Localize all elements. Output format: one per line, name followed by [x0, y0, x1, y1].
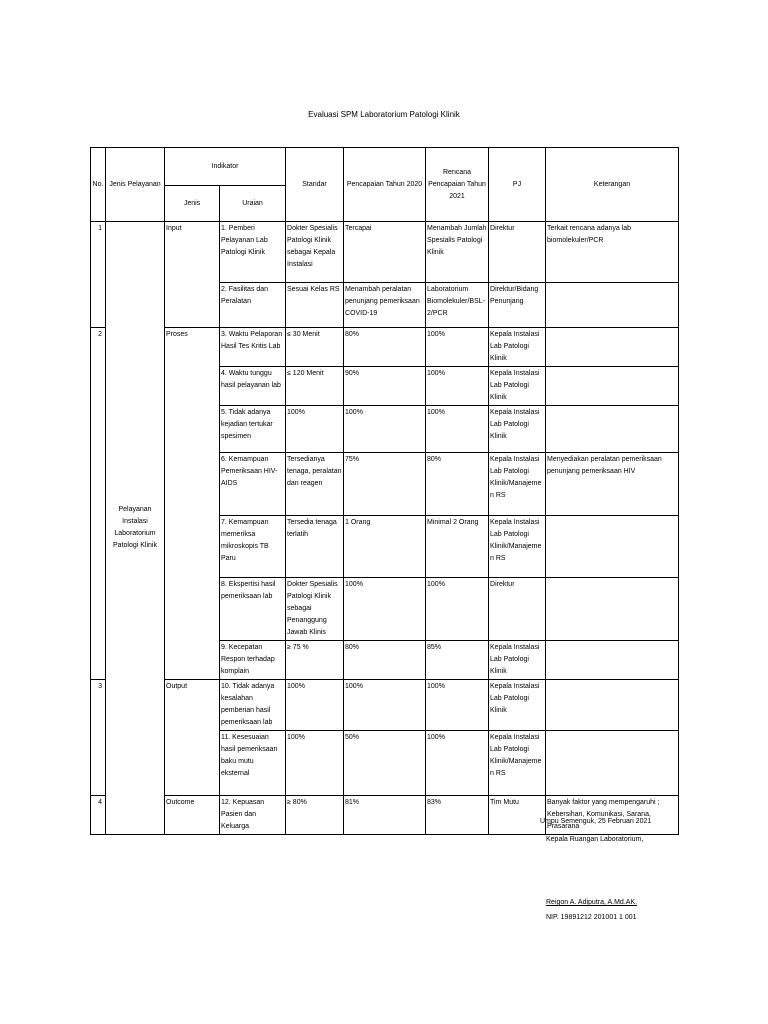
- header-indikator: Indikator: [165, 148, 286, 186]
- signature-name: Reigon A. Adiputra, A.Md.AK.: [546, 899, 638, 906]
- cell-pj: Kepala Instalasi Lab Patologi Klinik/Manajemen RS: [489, 516, 546, 578]
- cell-pencapaian-2020: 100%: [344, 680, 426, 731]
- cell-uraian: 9. Kecepatan Respon terhadap komplain: [220, 641, 286, 680]
- cell-pj: Kepala Instalasi Lab Patologi Klinik: [489, 328, 546, 367]
- cell-pencapaian-2020: 50%: [344, 731, 426, 796]
- cell-no: 2: [91, 328, 106, 680]
- cell-keterangan: [546, 731, 679, 796]
- cell-uraian: 12. Kepuasan Pasien dan Keluarga: [220, 796, 286, 835]
- table-row: [91, 796, 679, 835]
- cell-standar: ≤ 120 Menit: [286, 367, 344, 406]
- cell-rencana-2021: Menambah Jumlah Spesialis Patologi Klinik: [426, 222, 489, 283]
- cell-rencana-2021: Minimal 2 Orang: [426, 516, 489, 578]
- cell-uraian: 11. Kesesuaian hasil pemeriksaan baku mutu eksternal: [220, 731, 286, 796]
- cell-pj: Direktur/Bidang Penunjang: [489, 283, 546, 328]
- cell-rencana-2021: 100%: [426, 328, 489, 367]
- cell-keterangan: Banyak faktor yang mempengaruhi ; Kebersihan, Komunikasi, Sarana, Prasarana: [546, 796, 679, 835]
- cell-keterangan: [546, 641, 679, 680]
- cell-pj: Kepala Instalasi Lab Patologi Klinik: [489, 406, 546, 453]
- cell-pencapaian-2020: 75%: [344, 453, 426, 516]
- table-row: [91, 222, 679, 283]
- cell-keterangan: Menyediakan peralatan pemeriksaan penunjang pemeriksaan HIV: [546, 453, 679, 516]
- spm-evaluation-table: [90, 147, 679, 835]
- cell-jenis-pelayanan: Pelayanan Instalasi Laboratorium Patologi Klinik: [106, 222, 165, 835]
- cell-pencapaian-2020: 90%: [344, 367, 426, 406]
- cell-no: 1: [91, 222, 106, 328]
- cell-pj: Kepala Instalasi Lab Patologi Klinik: [489, 367, 546, 406]
- cell-keterangan: [546, 680, 679, 731]
- cell-no: 4: [91, 796, 106, 835]
- cell-rencana-2021: 100%: [426, 367, 489, 406]
- cell-pj: Tim Mutu: [489, 796, 546, 835]
- signature-role: Kepala Ruangan Laboratorium,: [546, 836, 644, 843]
- cell-pencapaian-2020: 80%: [344, 641, 426, 680]
- cell-rencana-2021: 100%: [426, 680, 489, 731]
- document-title: Evaluasi SPM Laboratorium Patologi Klinik: [308, 110, 460, 119]
- header-pj: PJ: [489, 148, 546, 222]
- cell-jenis: Output: [165, 680, 220, 796]
- cell-keterangan: [546, 367, 679, 406]
- cell-standar: 100%: [286, 680, 344, 731]
- header-pencapaian-2020: Pencapaian Tahun 2020: [344, 148, 426, 222]
- cell-standar: ≤ 30 Menit: [286, 328, 344, 367]
- cell-rencana-2021: 85%: [426, 641, 489, 680]
- cell-rencana-2021: 100%: [426, 578, 489, 641]
- cell-uraian: 5. Tidak adanya kejadian tertukar spesimen: [220, 406, 286, 453]
- cell-pj: Direktur: [489, 578, 546, 641]
- cell-uraian: 6. Kemampuan Pemeriksaan HIV-AIDS: [220, 453, 286, 516]
- cell-rencana-2021: 80%: [426, 453, 489, 516]
- cell-pencapaian-2020: 81%: [344, 796, 426, 835]
- cell-pencapaian-2020: Tercapai: [344, 222, 426, 283]
- cell-pencapaian-2020: 100%: [344, 578, 426, 641]
- cell-standar: Tersedianya tenaga, peralatan dan reagen: [286, 453, 344, 516]
- cell-keterangan: [546, 328, 679, 367]
- cell-keterangan: [546, 406, 679, 453]
- cell-uraian: 7. Kemampuan memeriksa mikroskopis TB Paru: [220, 516, 286, 578]
- cell-standar: ≥ 80%: [286, 796, 344, 835]
- header-jenis: Jenis: [165, 186, 220, 222]
- signature-nip: NIP. 19891212 201001 1 001: [546, 914, 637, 921]
- table-row: [91, 328, 679, 367]
- cell-keterangan: [546, 578, 679, 641]
- cell-jenis: Input: [165, 222, 220, 328]
- cell-uraian: 1. Pemberi Pelayanan Lab Patologi Klinik: [220, 222, 286, 283]
- cell-pencapaian-2020: 1 Orang: [344, 516, 426, 578]
- cell-jenis: Proses: [165, 328, 220, 680]
- cell-standar: 100%: [286, 406, 344, 453]
- cell-uraian: 4. Waktu tunggu hasil pelayanan lab: [220, 367, 286, 406]
- cell-uraian: 2. Fasilitas dan Peralatan: [220, 283, 286, 328]
- cell-pencapaian-2020: 100%: [344, 406, 426, 453]
- cell-pj: Direktur: [489, 222, 546, 283]
- cell-uraian: 8. Ekspertisi hasil pemeriksaan lab: [220, 578, 286, 641]
- header-keterangan: Keterangan: [546, 148, 679, 222]
- header-standar: Standar: [286, 148, 344, 222]
- cell-standar: Tersedia tenaga terlatih: [286, 516, 344, 578]
- cell-uraian: 10. Tidak adanya kesalahan pemberian hasil pemeriksaan lab: [220, 680, 286, 731]
- cell-jenis: Outcome: [165, 796, 220, 835]
- cell-pencapaian-2020: Menambah peralatan penunjang pemeriksaan COVID-19: [344, 283, 426, 328]
- cell-pj: Kepala Instalasi Lab Patologi Klinik: [489, 680, 546, 731]
- header-rencana-2021: Rencana Pencapaian Tahun 2021: [426, 148, 489, 222]
- cell-uraian: 3. Waktu Pelaporan Hasil Tes Kritis Lab: [220, 328, 286, 367]
- cell-rencana-2021: 100%: [426, 731, 489, 796]
- cell-keterangan: Terkait rencana adanya lab biomolekuler/PCR: [546, 222, 679, 283]
- cell-pj: Kepala Instalasi Lab Patologi Klinik: [489, 641, 546, 680]
- cell-rencana-2021: 83%: [426, 796, 489, 835]
- cell-standar: Dokter Spesialis Patologi Klinik sebagai Penanggung Jawab Klinis: [286, 578, 344, 641]
- cell-pj: Kepala Instalasi Lab Patologi Klinik/Manajemen RS: [489, 731, 546, 796]
- cell-keterangan: [546, 516, 679, 578]
- header-uraian: Uraian: [220, 186, 286, 222]
- header-no: No.: [91, 148, 106, 222]
- cell-no: 3: [91, 680, 106, 796]
- cell-standar: Sesuai Kelas RS: [286, 283, 344, 328]
- cell-rencana-2021: 100%: [426, 406, 489, 453]
- cell-standar: ≥ 75 %: [286, 641, 344, 680]
- cell-pj: Kepala Instalasi Lab Patologi Klinik/Manajemen RS: [489, 453, 546, 516]
- header-jenis-pelayanan: Jenis Pelayanan: [106, 148, 165, 222]
- cell-keterangan: [546, 283, 679, 328]
- cell-rencana-2021: Laboratorium Biomolekuler/BSL-2/PCR: [426, 283, 489, 328]
- table-row: [91, 680, 679, 731]
- signature-place-date: Umpu Semenguk, 25 Februari 2021: [540, 818, 652, 825]
- cell-pencapaian-2020: 80%: [344, 328, 426, 367]
- cell-standar: Dokter Spesialis Patologi Klinik sebagai Kepala Instalasi: [286, 222, 344, 283]
- cell-standar: 100%: [286, 731, 344, 796]
